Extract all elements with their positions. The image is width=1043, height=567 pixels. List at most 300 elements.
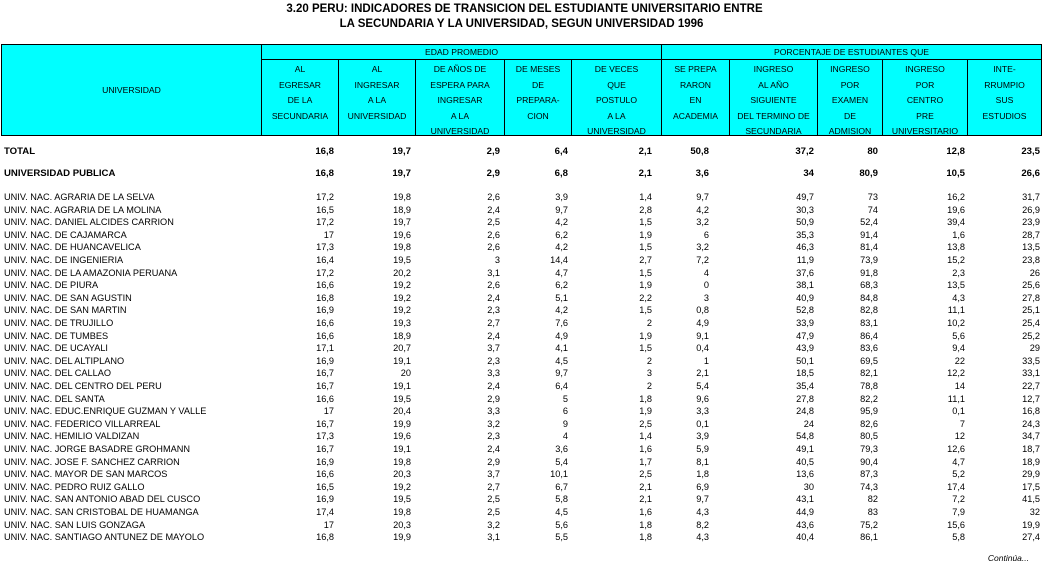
header-universidad: UNIVERSIDAD [1,44,262,136]
column-header-line: ESTUDIOS [982,110,1027,121]
table-cell: 7,6 [555,318,568,328]
table-cell: 9,4 [952,343,965,354]
table-cell: 31,7 [1022,192,1040,202]
column-header [817,59,883,136]
table-cell: 18,9 [393,330,411,341]
table-cell: 32 [1029,507,1040,517]
table-cell: 3,3 [696,406,709,417]
table-cell: 30 [803,481,814,492]
table-cell: 16,5 [316,481,334,492]
column-header [415,59,505,136]
table-cell: 6 [562,406,568,417]
table-cell: 49,1 [796,444,814,454]
table-cell: 3,3 [487,368,500,379]
table-cell: 43,1 [796,494,814,505]
column-header-line: DEL TERMINO DE [737,110,810,121]
column-header-line: PRE [916,110,934,121]
table-cell: 16,6 [316,469,334,480]
table-cell: 74,3 [860,481,878,492]
table-cell: 83,6 [860,343,878,354]
table-cell: 2,6 [487,280,500,291]
table-cell: 1,9 [639,280,652,291]
table-row [4,430,1042,443]
table-cell: 2,6 [487,242,500,253]
table-cell: 16,6 [316,280,334,291]
table-cell: 19,8 [393,242,411,253]
column-header-line: ESPERA PARA [430,79,490,90]
university-name: UNIV. NAC. DE INGENIERIA [4,255,124,265]
university-name: UNIV. NAC. DANIEL ALCIDES CARRION [4,217,174,228]
table-cell: 19,8 [393,507,411,517]
table-cell: 19,9 [1022,519,1040,530]
table-cell: 4,2 [555,217,568,228]
table-cell: 15,6 [947,519,965,530]
table-cell: 19,2 [393,280,411,291]
table-cell: 1,4 [639,192,652,202]
column-header-line: INGRESO [830,64,870,74]
table-cell: 22,7 [1022,381,1040,391]
table-row [4,254,1042,267]
table-cell: 1,6 [639,444,652,454]
table-cell: 1 [703,355,709,366]
table-cell: 11,9 [796,255,814,265]
table-cell: 27,8 [1022,292,1040,303]
table-cell: 10,1 [550,469,568,480]
table-cell: 2,4 [487,330,500,341]
table-cell: 80,9 [859,168,878,179]
table-cell: 7,2 [696,255,709,265]
table-cell: 0,1 [696,418,709,429]
table-cell: 19,9 [393,532,411,543]
table-cell: 16,9 [316,355,334,366]
university-name: UNIV. NAC. DEL CENTRO DEL PERU [4,381,162,391]
table-cell: 30,3 [796,204,814,215]
title-line-2: LA SECUNDARIA Y LA UNIVERSIDAD, SEGUN UNIVERSIDAD 1996 [339,18,704,30]
university-name: UNIV. NAC. EDUC.ENRIQUE GUZMAN Y VALLE [4,406,207,417]
table-cell: 3,2 [696,217,709,228]
table-cell: 0,4 [696,343,709,354]
table-cell: 74 [867,204,878,215]
table-cell: 25,6 [1022,280,1040,291]
table-cell: 2 [646,381,652,391]
column-header-line: DE VECES [594,64,639,74]
table-cell: 16,7 [316,381,334,391]
table-row [4,304,1042,317]
column-header-line: CENTRO [906,95,944,106]
table-cell: 16,7 [316,418,334,429]
table-cell: 2,5 [639,469,652,480]
table-cell: 2 [646,355,652,366]
column-header-line: UNIVERSIDAD [347,110,407,121]
column-header-line: ADMISION [828,126,872,137]
table-cell: 1,8 [639,519,652,530]
column-header-line: RARON [679,79,712,90]
table-cell: 1,9 [639,406,652,417]
table-row [4,380,1042,393]
table-cell: 33,5 [1022,355,1040,366]
table-cell: 34,7 [1022,431,1040,442]
table-cell: 3 [646,368,652,379]
table-cell: 43,9 [796,343,814,354]
table-cell: 1,5 [639,217,652,228]
table-cell: 8,1 [696,456,709,467]
table-cell: 1,5 [639,267,652,278]
table-cell: 20,4 [393,406,411,417]
table-cell: 5,2 [952,469,965,480]
table-cell: 6 [703,229,709,240]
table-cell: 1,6 [639,507,652,517]
column-header-line: DE AÑOS DE [433,64,487,74]
header-porcentaje: PORCENTAJE DE ESTUDIANTES QUE [661,44,1042,60]
table-cell: 19,2 [393,292,411,303]
column-header-line: EGRESAR [278,79,322,90]
table-cell: 0,1 [952,406,965,417]
table-cell: 16,8 [315,168,334,179]
table-cell: 26,9 [1022,204,1040,215]
table-cell: 3,6 [695,168,709,179]
table-cell: 2,9 [487,456,500,467]
table-cell: 4,5 [555,355,568,366]
university-name: UNIV. NAC. MAYOR DE SAN MARCOS [4,469,168,480]
table-cell: 20,3 [393,519,411,530]
table-cell: 10,2 [947,318,965,328]
table-cell: 16,2 [947,192,965,202]
column-header [261,59,339,136]
table-cell: 16,9 [316,494,334,505]
table-cell: 5,1 [555,292,568,303]
column-header-line: RRUMPIO [984,79,1025,90]
table-cell: 14 [954,381,965,391]
table-cell: 5,6 [555,519,568,530]
table-cell: 44,9 [796,507,814,517]
table-cell: 2,4 [487,292,500,303]
table-cell: 20 [400,368,411,379]
table-cell: 16,8 [1022,406,1040,417]
table-cell: 13,5 [1022,242,1040,253]
table-cell: 46,3 [796,242,814,253]
table-cell: 41,5 [1022,494,1040,505]
table-cell: 23,8 [1022,255,1040,265]
table-cell: 19,8 [393,456,411,467]
table-row [4,342,1042,355]
table-cell: 29,9 [1022,469,1040,480]
table-cell: 82 [867,494,878,505]
table-row [4,216,1042,229]
table-cell: 2,5 [487,507,500,517]
table-cell: 19,5 [393,255,411,265]
table-cell: 49,7 [796,192,814,202]
table-cell: 52,4 [860,217,878,228]
table-cell: 2,9 [486,168,500,179]
university-name: UNIV. NAC. DE SAN AGUSTIN [4,292,132,303]
table-row [4,292,1042,305]
table-cell: 6,2 [555,280,568,291]
table-cell: 3,2 [487,418,500,429]
table-cell: 25,2 [1022,330,1040,341]
table-cell: 4 [703,267,709,278]
table-cell: 9,7 [696,192,709,202]
table-cell: 27,4 [1022,532,1040,543]
table-cell: 2,3 [487,431,500,442]
table-cell: 18,7 [1022,444,1040,454]
table-row [4,393,1042,406]
table-cell: 2,1 [639,481,652,492]
table-cell: 5,9 [696,444,709,454]
table-cell: 33,9 [796,318,814,328]
table-cell: 5,8 [555,494,568,505]
table-cell: 5,8 [952,532,965,543]
table-cell: 19,6 [393,431,411,442]
table-cell: 5 [562,393,568,404]
table-cell: 3,1 [487,267,500,278]
column-header-line: INGRESO [753,64,794,74]
table-row [4,443,1042,456]
table-cell: 82,1 [860,368,878,379]
university-name: UNIV. NAC. DE LA AMAZONIA PERUANA [4,267,178,278]
table-cell: 12 [954,431,965,442]
university-name: UNIV. NAC. SAN ANTONIO ABAD DEL CUSCO [4,494,201,505]
table-row [4,519,1042,532]
table-cell: 54,8 [796,431,814,442]
table-cell: 2,3 [487,355,500,366]
table-row [4,317,1042,330]
column-header-line: DE [532,79,544,90]
table-row [4,405,1042,418]
table-cell: 17,3 [316,242,334,253]
table-cell: 2,6 [487,192,500,202]
table-cell: 2,3 [952,267,965,278]
table-cell: 16,9 [316,305,334,316]
column-header-line: A LA [607,110,626,121]
table-cell: 12,6 [947,444,965,454]
table-cell: 2,6 [487,229,500,240]
column-header-line: SECUNDARIA [271,110,329,121]
university-name: UNIV. NAC. DEL CALLAO [4,368,112,379]
table-cell: 40,4 [796,532,814,543]
table-cell: 2,2 [639,292,652,303]
table-cell: 4,7 [555,267,568,278]
table-row [4,204,1042,217]
university-name: UNIV. NAC. FEDERICO VILLARREAL [4,418,161,429]
table-cell: 37,6 [796,267,814,278]
table-cell: 78,8 [860,381,878,391]
table-cell: 14,4 [550,255,568,265]
table-cell: 12,8 [946,146,965,157]
table-cell: 35,3 [796,229,814,240]
table-cell: 4,1 [555,343,568,354]
table-cell: 39,4 [947,217,965,228]
table-cell: 1,7 [639,456,652,467]
column-header-line: INGRESAR [437,95,483,106]
table-cell: 18,5 [796,368,814,379]
table-cell: 1,6 [952,229,965,240]
header-edad-promedio: EDAD PROMEDIO [261,44,662,60]
table-cell: 4,3 [696,532,709,543]
summary-row [4,168,1042,181]
table-cell: 4,9 [696,318,709,328]
table-cell: 83,1 [860,318,878,328]
table-cell: 19,1 [393,381,411,391]
table-cell: 26,6 [1021,168,1040,179]
university-name: UNIV. NAC. SAN LUIS GONZAGA [4,519,146,530]
table-cell: 7,2 [952,494,965,505]
table-cell: 10,5 [946,168,965,179]
column-header-line: EN [689,95,702,106]
table-cell: 23,5 [1021,146,1040,157]
table-cell: 1,8 [639,393,652,404]
table-cell: 9,7 [555,204,568,215]
table-cell: 16,8 [315,146,334,157]
table-cell: 1,5 [639,343,652,354]
column-header-line: DE MESES [515,64,561,74]
table-cell: 16,8 [316,292,334,303]
table-cell: 13,5 [947,280,965,291]
table-cell: 2,1 [638,168,652,179]
table-cell: 4,2 [555,305,568,316]
table-cell: 3,9 [696,431,709,442]
table-cell: 80,5 [860,431,878,442]
table-cell: 28,7 [1022,229,1040,240]
table-row [4,531,1042,544]
table-cell: 73 [867,192,878,202]
table-cell: 75,2 [860,519,878,530]
table-cell: 19,7 [392,168,411,179]
university-name: UNIV. NAC. PEDRO RUIZ GALLO [4,481,145,492]
table-cell: 50,8 [690,146,709,157]
table-cell: 19,8 [393,192,411,202]
table-cell: 22 [954,355,965,366]
column-header-line: INGRESO [905,64,945,74]
table-cell: 26 [1029,267,1040,278]
table-cell: 16,6 [316,330,334,341]
table-cell: 3,9 [555,192,568,202]
column-header-line: ACADEMIA [673,110,718,121]
university-name: UNIVERSIDAD PUBLICA [4,168,116,179]
table-row [4,241,1042,254]
table-cell: 82,8 [860,305,878,316]
table-cell: 5,6 [952,330,965,341]
table-cell: 17,2 [316,267,334,278]
table-cell: 18,9 [1022,456,1040,467]
table-cell: 23,9 [1022,217,1040,228]
table-cell: 1,5 [639,242,652,253]
table-cell: 18,9 [393,204,411,215]
table-cell: 2,1 [639,494,652,505]
column-header [661,59,730,136]
table-cell: 12,7 [1022,393,1040,404]
table-cell: 4,3 [952,292,965,303]
university-name: UNIV. NAC. DEL SANTA [4,393,105,404]
table-cell: 3,7 [487,469,500,480]
table-cell: 3,2 [487,519,500,530]
table-cell: 19,1 [393,444,411,454]
table-cell: 5,4 [696,381,709,391]
table-cell: 19,7 [393,217,411,228]
table-cell: 40,9 [796,292,814,303]
table-cell: 6,7 [555,481,568,492]
summary-row [4,146,1042,159]
university-name: UNIV. NAC. DE SAN MARTIN [4,305,127,316]
table-cell: 2,5 [487,217,500,228]
table-cell: 80 [867,146,878,157]
table-row [4,493,1042,506]
table-cell: 17,1 [316,343,334,354]
table-cell: 81,4 [860,242,878,253]
column-header-line: DE [844,110,856,121]
table-cell: 7 [959,418,965,429]
column-header [967,59,1042,136]
column-header-line: DE LA [287,95,313,106]
table-cell: 13,6 [796,469,814,480]
table-row [4,279,1042,292]
table-row [4,468,1042,481]
table-cell: 19,6 [393,229,411,240]
table-row [4,456,1042,469]
table-cell: 19,7 [392,146,411,157]
column-header-line: A LA [367,95,387,106]
table-cell: 38,1 [796,280,814,291]
table-row [4,267,1042,280]
table-cell: 91,4 [860,229,878,240]
column-header-line: SUS [995,95,1014,106]
table-cell: 4,3 [696,507,709,517]
table-cell: 6,8 [554,168,568,179]
university-name: UNIV. NAC. JORGE BASADRE GROHMANN [4,444,190,454]
table-cell: 2,9 [487,393,500,404]
table-cell: 9 [562,418,568,429]
table-cell: 73,9 [860,255,878,265]
table-cell: 29 [1029,343,1040,354]
table-row [4,191,1042,204]
column-header-line: INGRESAR [354,79,400,90]
title-line-1: 3.20 PERU: INDICADORES DE TRANSICION DEL ESTUDIANTE UNIVERSITARIO ENTRE [286,3,763,15]
table-cell: 16,6 [316,318,334,328]
table-cell: 82,2 [860,393,878,404]
table-cell: 2,5 [487,494,500,505]
table-cell: 2,7 [487,481,500,492]
table-cell: 20,3 [393,469,411,480]
table-cell: 79,3 [860,444,878,454]
continued-note: Continúa... [987,553,1029,563]
table-cell: 0,8 [696,305,709,316]
table-cell: 47,9 [796,330,814,341]
table-cell: 15,2 [947,255,965,265]
table-cell: 1,4 [639,431,652,442]
table-cell: 4,2 [696,204,709,215]
column-header-line: QUE [607,79,626,90]
table-cell: 2,7 [487,318,500,328]
university-name: UNIV. NAC. DE TRUJILLO [4,318,114,328]
table-cell: 6,9 [696,481,709,492]
table-cell: 5,4 [555,456,568,467]
column-header-line: SECUNDARIA [745,126,802,137]
table-cell: 2,4 [487,444,500,454]
column-header [729,59,818,136]
table-cell: 25,1 [1022,305,1040,316]
table-cell: 20,7 [393,343,411,354]
table-cell: 0 [703,280,709,291]
column-header [338,59,416,136]
table-cell: 16,5 [316,204,334,215]
column-header-line: SE PREPA [674,64,717,74]
table-cell: 2,8 [639,204,652,215]
table-cell: 16,9 [316,456,334,467]
column-header-line: SIGUIENTE [750,95,797,106]
table-cell: 37,2 [795,146,814,157]
table-cell: 4,5 [555,507,568,517]
table-cell: 17,3 [316,431,334,442]
table-cell: 13,8 [947,242,965,253]
